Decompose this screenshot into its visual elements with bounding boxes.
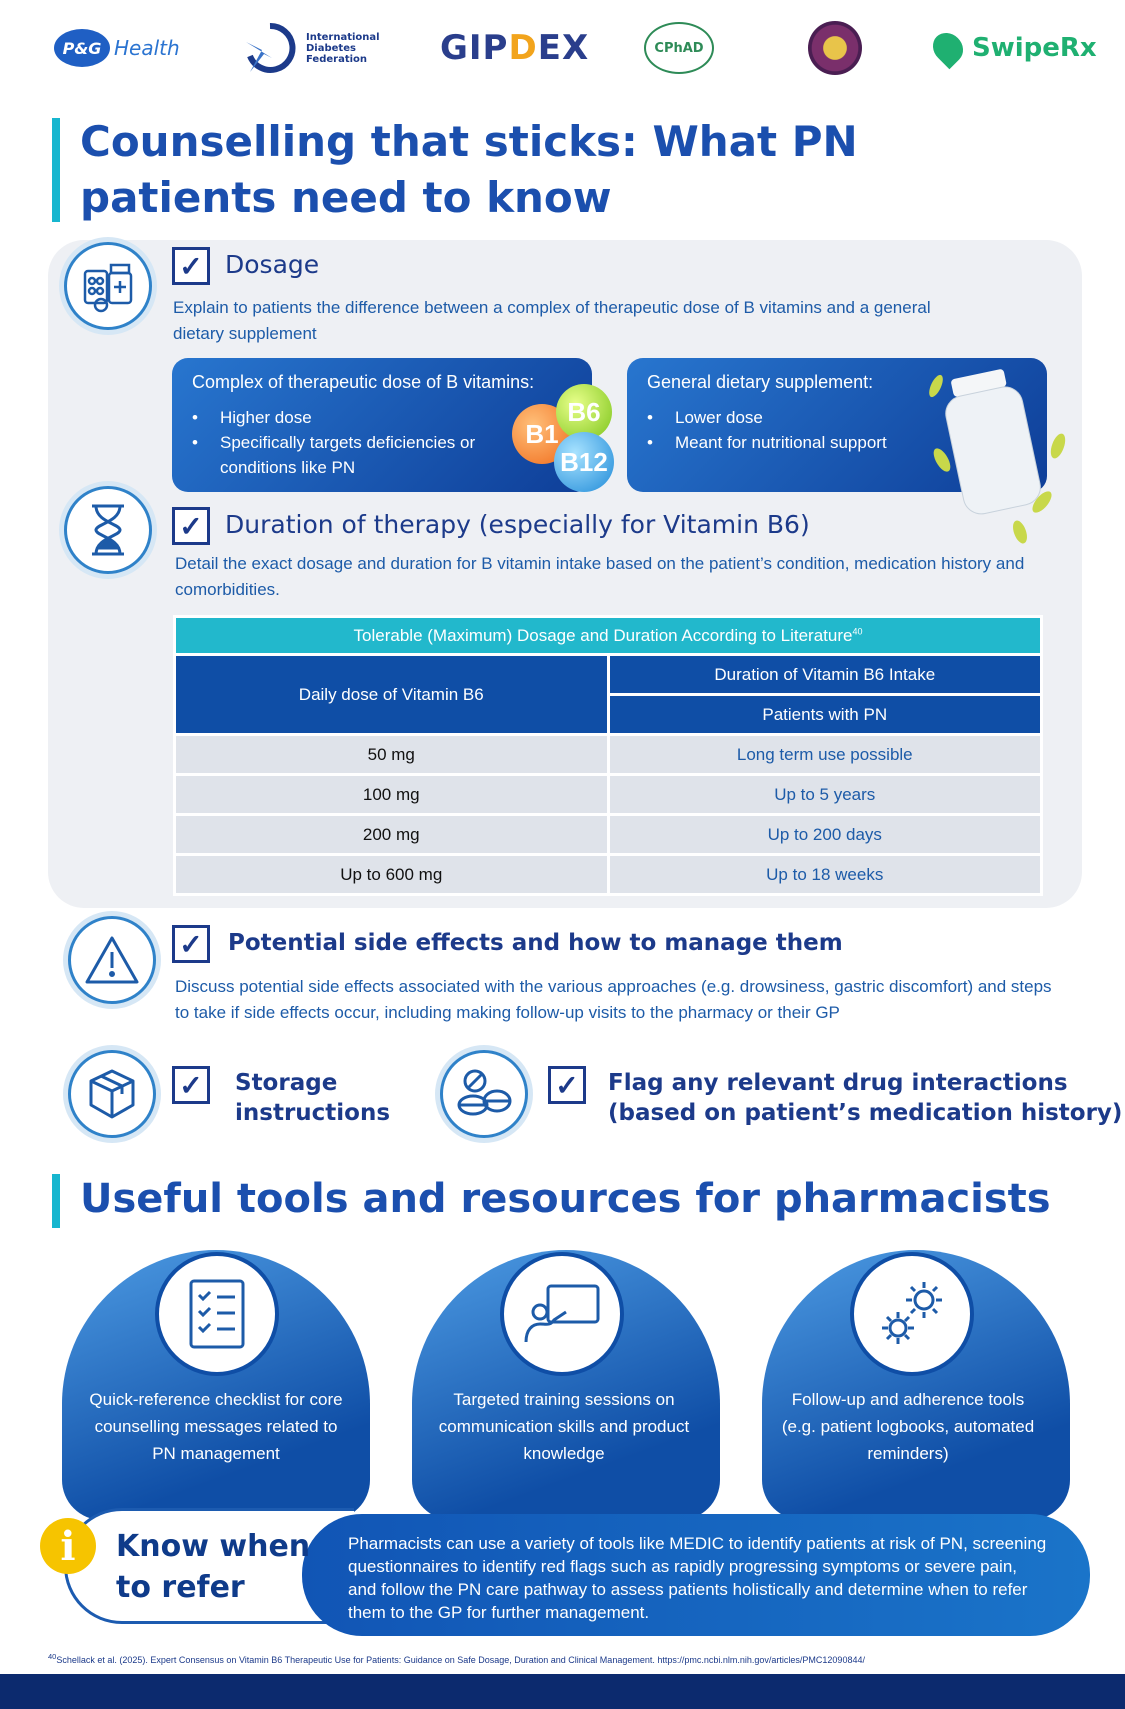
- tool-text-checklist: Quick-reference checklist for core counselling messages related to PN management: [89, 1390, 343, 1463]
- table-row: 50 mg Long term use possible: [175, 735, 1042, 775]
- footnote-link[interactable]: https://pmc.ncbi.nlm.nih.gov/articles/PMC12090844/: [657, 1655, 865, 1665]
- supplement-bottle-icon: [920, 360, 1070, 550]
- storage-checkbox-icon: ✓: [172, 1066, 210, 1104]
- duration-body: Detail the exact dosage and duration for B vitamin intake based on the patient’s condition, medication history and comorbidities.: [175, 554, 1025, 599]
- duration-title: Duration of therapy (especially for Vitamin B6): [225, 510, 810, 539]
- section-title-counselling: Counselling that sticks: What PN patients need to know: [80, 117, 858, 222]
- column-subheader-pn: Patients with PN: [608, 695, 1042, 735]
- dosage-checkbox-icon: ✓: [172, 247, 210, 285]
- side-effects-checkbox-icon: ✓: [172, 925, 210, 963]
- table-row: Up to 600 mg Up to 18 weeks: [175, 855, 1042, 895]
- side-effects-body: Discuss potential side effects associated with the various approaches (e.g. drowsiness, gastric discomfort) and steps to take if side effects occur, including making follow-up visits to the pharmacy or their GP: [175, 977, 1052, 1022]
- heading-accent-bar: [52, 1174, 60, 1228]
- pg-mark: P&G: [54, 29, 110, 67]
- gears-icon: [850, 1252, 974, 1376]
- idf-bird-icon: [240, 22, 300, 74]
- therapeutic-item: • Specifically targets deficiencies or conditions like PN: [192, 430, 492, 480]
- cphad-logo: CPhAD: [644, 22, 714, 74]
- section-title-tools: Useful tools and resources for pharmacists: [80, 1176, 1051, 1222]
- gipdex-logo: GIP D EX: [440, 28, 590, 68]
- dosage-title: Dosage: [225, 250, 320, 279]
- refer-title: Know when to refer: [116, 1529, 311, 1605]
- pharmacy-seal-logo: [808, 22, 862, 74]
- table-row: 200 mg Up to 200 days: [175, 815, 1042, 855]
- dosage-duration-table: [173, 615, 1043, 896]
- supplement-item: • Meant for nutritional support: [647, 430, 1027, 455]
- tool-text-training: Targeted training sessions on communication skills and product knowledge: [438, 1390, 690, 1463]
- package-box-icon: [68, 1050, 156, 1138]
- interactions-checkbox-icon: ✓: [548, 1066, 586, 1104]
- vitamin-b1-ball: B1: [512, 404, 572, 464]
- vitamin-b12-ball: B12: [554, 432, 614, 492]
- table-row: 100 mg Up to 5 years: [175, 775, 1042, 815]
- tool-text-followup: Follow-up and adherence tools (e.g. patient logbooks, automated reminders): [781, 1390, 1035, 1463]
- duration-checkbox-icon: ✓: [172, 507, 210, 545]
- footnote: $^{40}$Schellack et al. (2025). Expert Consensus on Vitamin B6 Therapeutic Use for Patients: Guidance on Safe Dosage, Duration and Clinical Management. https://pmc.ncbi.nlm.nih.gov/articles/PMC12090844/: [48, 1652, 865, 1665]
- checklist-icon: [155, 1252, 279, 1376]
- heading-accent-bar: [52, 118, 60, 222]
- table-caption: Tolerable (Maximum) Dosage and Duration According to Literature$^{40}$: [175, 617, 1042, 655]
- column-header-duration: Duration of Vitamin B6 Intake: [608, 655, 1042, 695]
- interactions-title: Flag any relevant drug interactions (based on patient’s medication history): [608, 1070, 1123, 1126]
- pg-health-logo: [54, 22, 180, 74]
- refer-description-box: Pharmacists can use a variety of tools like MEDIC to identify patients at risk of PN, screening questionnaires to identify red flags such as rapidly progressing symptoms or severe pain, and follow the PN care pathway to assess patients holistically and determine when to refer them to the GP for further management.: [302, 1514, 1090, 1636]
- idf-text: International Diabetes Federation: [306, 31, 380, 65]
- dosage-body: Explain to patients the difference between a complex of therapeutic dose of B vitamins and a general dietary supplement: [173, 298, 931, 343]
- therapeutic-card-heading: Complex of therapeutic dose of B vitamins:: [192, 372, 535, 392]
- supplement-item: • Lower dose: [647, 405, 1027, 430]
- side-effects-title: Potential side effects and how to manage them: [228, 930, 843, 956]
- storage-title: Storage instructions: [235, 1070, 391, 1126]
- info-icon: i: [40, 1518, 96, 1574]
- warning-icon: [68, 916, 156, 1004]
- vitamin-b6-ball: B6: [556, 384, 612, 440]
- pg-health-text: Health: [114, 36, 180, 60]
- therapeutic-item: • Higher dose: [192, 405, 492, 430]
- column-header-dose: Daily dose of Vitamin B6: [175, 655, 609, 735]
- swiperx-logo: SwipeRx: [932, 22, 1097, 74]
- footer-bar: [0, 1674, 1125, 1709]
- supplement-card-heading: General dietary supplement:: [647, 372, 874, 392]
- idf-logo: [240, 22, 380, 74]
- pills-icon: [440, 1050, 528, 1138]
- training-presentation-icon: [500, 1252, 624, 1376]
- hourglass-icon: [64, 486, 152, 574]
- heart-icon: [927, 27, 969, 69]
- medication-icon: [64, 242, 152, 330]
